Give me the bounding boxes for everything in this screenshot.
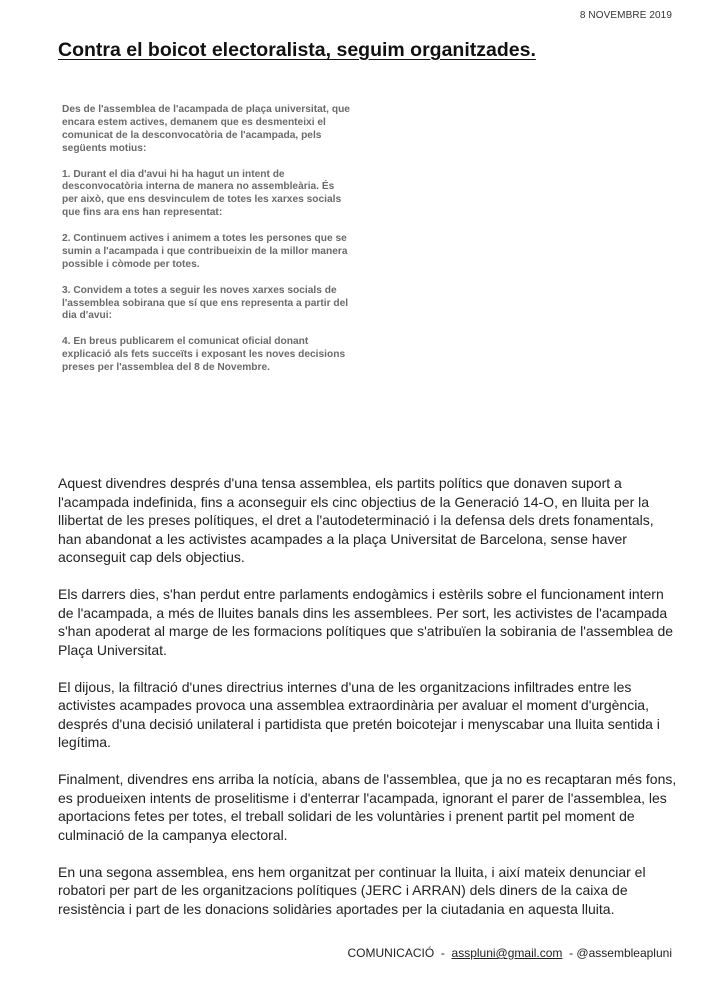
footer-separator-2: -	[569, 946, 574, 960]
article-body	[58, 474, 678, 937]
footer-separator: -	[440, 946, 445, 960]
body-paragraph-3: El dijous, la filtració d'unes directrius internes d'una de les organitzacions infiltrades entre les activistes acampades provoca una assemblea extraordinària per avaluar el moment d'urgència, després d'una decisió unilateral i partidista que pretén boicotejar i menyscabar una lluita sentida i legítima.	[58, 678, 660, 750]
notice-intro: Des de l'assemblea de l'acampada de plaça universitat, que encara estem actives, demanem que es desmenteixi el comunicat de la desconvocatòria de l'acampada, pels següents motius:	[62, 104, 350, 154]
footer-contact	[348, 946, 673, 960]
body-paragraph-2: Els darrers dies, s'han perdut entre parlaments endogàmics i estèrils sobre el funcionament intern de l'acampada, a més de lluites banals dins les assemblees. Per sort, les activistes de l'acampada s'han apoderat al marge de les formacions polítiques que s'atribuïen la sobirania de l'assemblea de Plaça Universitat.	[58, 586, 674, 658]
document-title: Contra el boicot electoralista, seguim organitzades.	[58, 39, 536, 61]
notice-point-3: 3. Convidem a totes a seguir les noves xarxes socials de l'assemblea sobirana que sí que ens representa a partir del dia d'avui:	[62, 284, 349, 322]
notice-point-1: 1. Durant el dia d'avui hi ha hagut un intent de desconvocatòria interna de manera no assembleària. És per això, que ens desvinculem de totes les xarxes socials que fins ara ens han representat:	[62, 168, 342, 219]
body-paragraph-5: En una segona assemblea, ens hem organitzat per continuar la lluita, i així mateix denunciar el robatori per part de les organitzacions polítiques (JERC i ARRAN) dels diners de la caixa de resistència i part de les donacions solidàries aportades per la ciutadania en aquesta lluita.	[58, 863, 646, 917]
body-paragraph-1: Aquest divendres després d'una tensa assemblea, els partits polítics que donaven suport a l'acampada indefinida, fins a aconseguir els cinc objectius de la Generació 14-O, en lluita per la llibertat de les preses polítiques, el dret a l'autodeterminació i la defensa dels drets fonamentals, han abandonat a les activistes acampades a la plaça Universitat de Barcelona, sense haver aconseguit cap dels objectius.	[58, 475, 654, 565]
notice-point-4: 4. En breus publicarem el comunicat oficial donant explicació als fets succeïts i exposant les noves decisions preses per l'assemblea del 8 de Novembre.	[62, 336, 346, 374]
notice-box	[62, 104, 352, 388]
footer-handle: @assembleapluni	[576, 946, 672, 960]
footer-label: COMUNICACIÓ	[347, 946, 435, 960]
document-date: 8 NOVEMBRE 2019	[579, 10, 672, 21]
footer-email-link[interactable]: asspluni@gmail.com	[451, 946, 563, 960]
notice-point-2: 2. Continuem actives i animem a totes les persones que se sumin a l'acampada i que contribueixin de la millor manera possible i còmode per totes.	[62, 233, 348, 270]
body-paragraph-4: Finalment, divendres ens arriba la notícia, abans de l'assemblea, que ja no es recaptaran més fons, es produeixen intents de proselitisme i d'enterrar l'acampada, ignorant el parer de l'assemblea, les aportacions fetes per totes, el treball solidari de les voluntàries i prenent partit pel moment de culminació de la campanya electoral.	[58, 771, 677, 843]
